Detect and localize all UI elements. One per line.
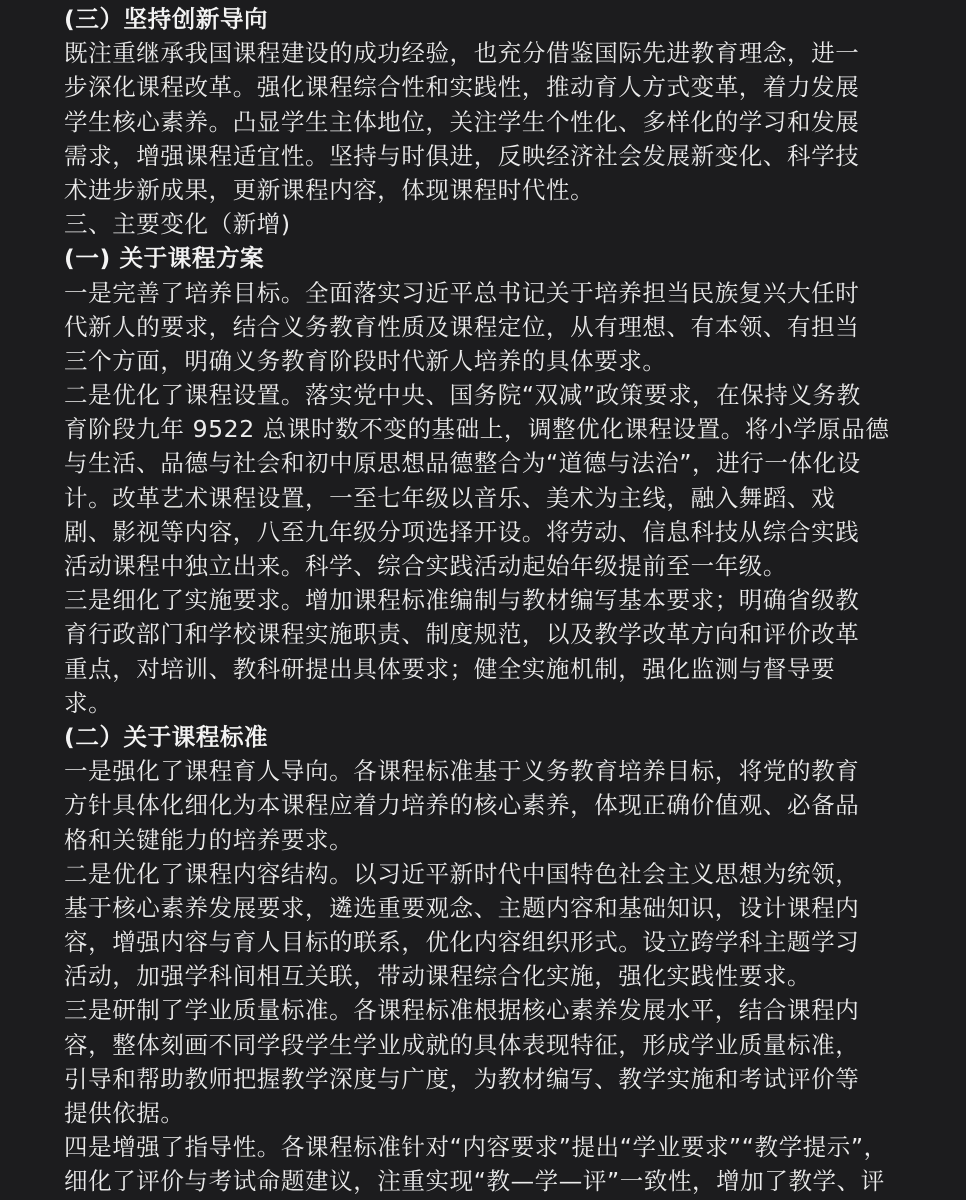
document-body [64, 2, 944, 1199]
paragraph-line: 三是细化了实施要求。增加课程标准编制与教材编写基本要求；明确省级教 [64, 586, 860, 615]
paragraph-line: 引导和帮助教师把握教学深度与广度，为教材编写、教学实施和考试评价等 [64, 1064, 860, 1093]
paragraph-line: 四是增强了指导性。各课程标准针对“内容要求”提出“学业要求”“教学提示”， [64, 1133, 888, 1162]
paragraph-line: 术进步新成果，更新课程内容，体现课程时代性。 [64, 175, 595, 204]
paragraph-line: 学生核心素养。凸显学生主体地位，关注学生个性化、多样化的学习和发展 [64, 107, 860, 136]
paragraph-line: 格和关键能力的培养要求。 [64, 825, 354, 854]
paragraph-line: 二是优化了课程设置。落实党中央、国务院“双减”政策要求，在保持义务教 [64, 381, 861, 410]
paragraph-line: 基于核心素养发展要求，遴选重要观念、主题内容和基础知识，设计课程内 [64, 893, 860, 922]
section-title-main-changes: 三、主要变化（新增) [64, 210, 291, 239]
section-heading-innovation: (三）坚持创新导向 [64, 5, 269, 33]
paragraph-line: 计。改革艺术课程设置，一至七年级以音乐、美术为主线，融入舞蹈、戏 [64, 483, 836, 512]
paragraph-line: 代新人的要求，结合义务教育性质及课程定位，从有理想、有本领、有担当 [64, 312, 860, 341]
paragraph-line: 重点，对培训、教科研提出具体要求；健全实施机制，强化监测与督导要 [64, 654, 836, 683]
paragraph-line: 既注重继承我国课程建设的成功经验，也充分借鉴国际先进教育理念，进一 [64, 39, 860, 68]
paragraph-line: 求。 [64, 688, 113, 717]
paragraph-line: 容，增强内容与育人目标的联系，优化内容组织形式。设立跨学科主题学习 [64, 928, 860, 957]
paragraph-line: 剧、影视等内容，八至九年级分项选择开设。将劳动、信息科技从综合实践 [64, 517, 860, 546]
paragraph-line: 与生活、品德与社会和初中原思想品德整合为“道德与法治”，进行一体化设 [64, 449, 861, 478]
paragraph-line: 活动课程中独立出来。科学、综合实践活动起始年级提前至一年级。 [64, 552, 787, 580]
paragraph-line: 三是研制了学业质量标准。各课程标准根据核心素养发展水平，结合课程内 [64, 996, 860, 1025]
paragraph-line: 育阶段九年 9522 总课时数不变的基础上，调整优化课程设置。将小学原品德 [64, 415, 890, 444]
section-heading-curriculum-standards: (二）关于课程标准 [64, 722, 269, 751]
paragraph-line: 容，整体刻画不同学段学生学业成就的具体表现特征，形成学业质量标准， [64, 1030, 860, 1059]
paragraph-line: 三个方面，明确义务教育阶段时代新人培养的具体要求。 [64, 346, 667, 375]
paragraph-line: 步深化课程改革。强化课程综合性和实践性，推动育人方式变革，着力发展 [64, 73, 860, 102]
paragraph-line: 一是强化了课程育人导向。各课程标准基于义务教育培养目标，将党的教育 [64, 757, 860, 786]
paragraph-line: 需求，增强课程适宜性。坚持与时俱进，反映经济社会发展新变化、科学技 [64, 141, 860, 170]
section-heading-curriculum-plan: (一) 关于课程方案 [64, 244, 265, 273]
paragraph-line: 育行政部门和学校课程实施职责、制度规范，以及教学改革方向和评价改革 [64, 620, 860, 649]
paragraph-line: 二是优化了课程内容结构。以习近平新时代中国特色社会主义思想为统领， [64, 859, 860, 888]
paragraph-line: 活动，加强学科间相互关联，带动课程综合化实施，强化实践性要求。 [64, 962, 812, 991]
paragraph-line: 方针具体化细化为本课程应着力培养的核心素养，体现正确价值观、必备品 [64, 791, 860, 820]
paragraph-line: 提供依据。 [64, 1099, 185, 1127]
paragraph-line: 一是完善了培养目标。全面落实习近平总书记关于培养担当民族复兴大任时 [64, 278, 860, 307]
paragraph-line: 细化了评价与考试命题建议，注重实现“教—学—评”一致性，增加了教学、评 [64, 1167, 885, 1196]
